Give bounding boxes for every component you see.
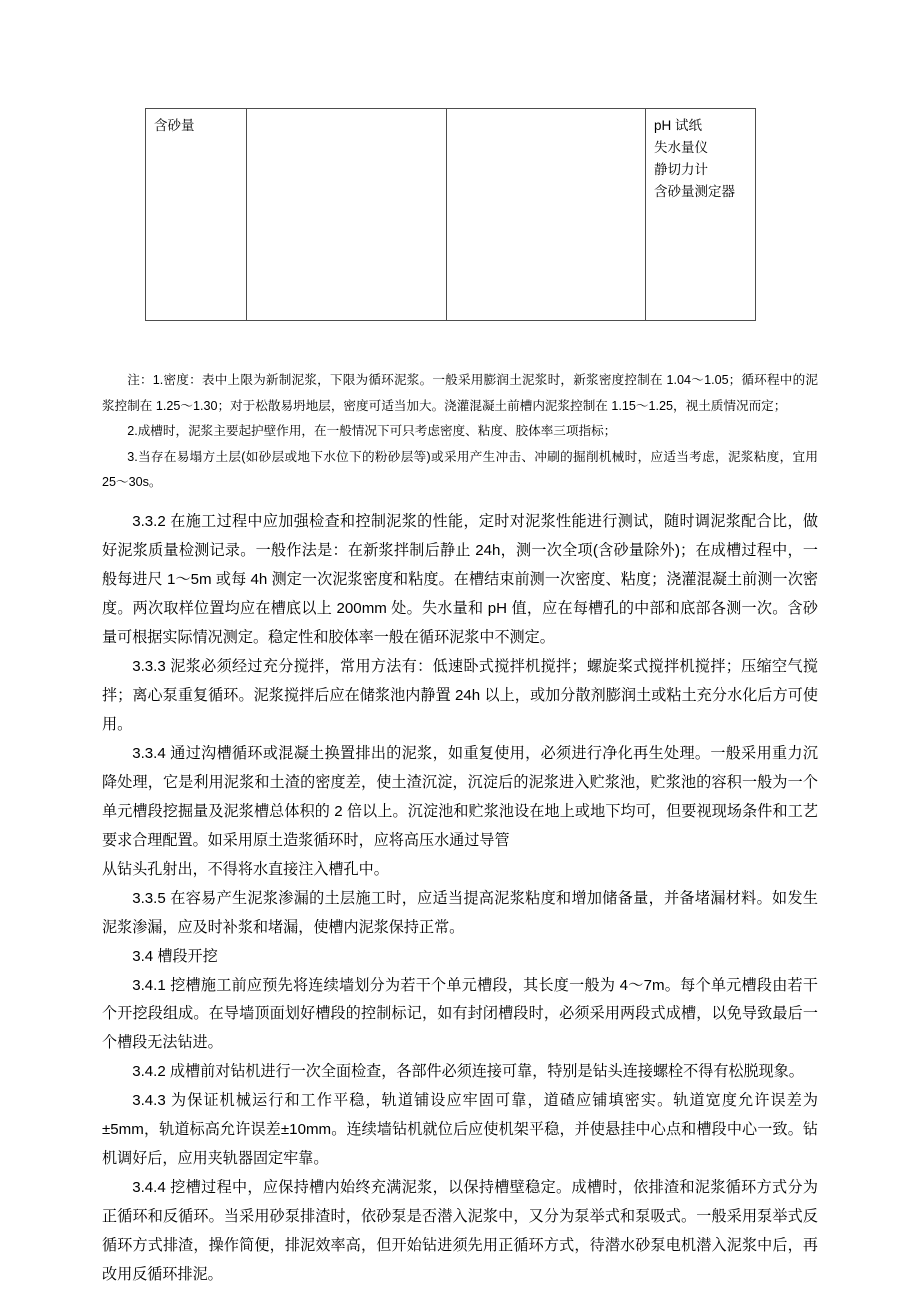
paragraph-3-4-4: 3.4.4 挖槽过程中，应保持槽内始终充满泥浆，以保持槽壁稳定。成槽时，依排渣和泥浆循环方式分为正循环和反循环。当采用砂泵排渣时，依砂泵是否潜入泥浆中，又分为泵举式和泵吸式。一般采用泵举式反循环方式排渣，操作简便，排泥效率高，但开始钻进须先用正循环方式，待潜水砂泵电机潜入泥浆中后，再改用反循环排泥。: [102, 1179, 818, 1284]
note-item-1: 注：1.密度：表中上限为新制泥浆，下限为循环泥浆。一般采用膨润土泥浆时，新浆密度控制在 1.04～1.05；循环程中的泥浆控制在 1.25～1.30；对于松散易坍地层，密度可适当加大。浇灌混凝土前槽内泥浆控制在 1.15～1.25，视土质情况而定；: [102, 373, 818, 413]
table-cell-index: [247, 109, 447, 321]
paragraph-3-3-4: 3.3.4 通过沟槽循环或混凝土换置排出的泥浆，如重复使用，必须进行净化再生处理。一般采用重力沉降处理，它是利用泥浆和土渣的密度差，使土渣沉淀，沉淀后的泥浆进入贮浆池，贮浆池的容积一般为一个单元槽段挖掘量及泥浆槽总体积的 2 倍以上。沉淀池和贮浆池设在地上或地下均可，但要视现场条件和工艺要求合理配置。如采用原土造浆循环时，应将高压水通过导管: [102, 744, 818, 849]
instrument-line-sand-content-tester: 含砂量测定器: [654, 183, 735, 199]
instrument-line-water-loss-meter: 失水量仪: [654, 139, 708, 155]
table-row: [146, 109, 756, 321]
paragraph-3-3-2: 3.3.2 在施工过程中应加强检查和控制泥浆的性能，定时对泥浆性能进行测试，随时调泥浆配合比，做好泥浆质量检测记录。一般作法是：在新浆拌制后静止 24h，测一次全项(含砂量除外)；在成槽过程中，一般每进尺 1～5m 或每 4h 测定一次泥浆密度和粘度。在槽结束前测一次密度、粘度；浇灌混凝土前测一次密度。两次取样位置均应在槽底以上 200mm 处。失水量和 pH 值，应在每槽孔的中部和底部各测一次。含砂量可根据实际情况测定。稳定性和胶体率一般在循环泥浆中不测定。: [102, 513, 818, 646]
instrument-list: [654, 115, 747, 202]
spec-table: [145, 108, 756, 321]
table-cell-instruments: [646, 109, 756, 321]
table-cell-method: [447, 109, 646, 321]
paragraph-3-4-2: 3.4.2 成槽前对钻机进行一次全面检查，各部件必须连接可靠，特别是钻头连接螺栓不得有松脱现象。: [132, 1063, 804, 1081]
spec-table-body: [146, 109, 756, 321]
table-cell-item: [146, 109, 247, 321]
spec-table-container: [145, 108, 755, 321]
note-item-2: 2.成槽时，泥浆主要起护壁作用，在一般情况下可只考虑密度、粘度、胶体率三项指标；: [127, 424, 617, 439]
body-content: [102, 508, 818, 1290]
table-cell-item-text: 含砂量: [154, 118, 195, 133]
table-notes: [102, 368, 818, 496]
paragraph-3-3-3: 3.3.3 泥浆必须经过充分搅拌，常用方法有：低速卧式搅拌机搅拌；螺旋桨式搅拌机搅拌；压缩空气搅拌；离心泵重复循环。泥浆搅拌后应在储浆池内静置 24h 以上，或加分散剂膨润土或粘土充分水化后方可使用。: [102, 657, 818, 733]
instrument-line-ph-paper: pH 试纸: [654, 118, 703, 133]
heading-3-4: 3.4 槽段开挖: [132, 947, 218, 965]
instrument-line-static-shear-meter: 静切力计: [654, 161, 708, 177]
note-item-3: 3.当存在易塌方土层(如砂层或地下水位下的粉砂层等)或采用产生冲击、冲刷的掘削机械时，应适当考虑，泥浆粘度，宜用 25～30s。: [102, 449, 818, 490]
paragraph-3-4-1: 3.4.1 挖槽施工前应预先将连续墙划分为若干个单元槽段，其长度一般为 4～7m。每个单元槽段由若干个开挖段组成。在导墙顶面划好槽段的控制标记，如有封闭槽段时，必须采用两段式成槽，以免导致最后一个槽段无法钻进。: [102, 976, 818, 1052]
paragraph-3-4-3: 3.4.3 为保证机械运行和工作平稳，轨道铺设应牢固可靠，道碴应铺填密实。轨道宽度允许误差为±5mm，轨道标高允许误差±10mm。连续墙钻机就位后应使机架平稳，并使悬挂中心点和槽段中心一致。钻机调好后，应用夹轨器固定牢靠。: [102, 1092, 818, 1168]
paragraph-3-3-4-continued: 从钻头孔射出，不得将水直接注入槽孔中。: [102, 860, 389, 878]
paragraph-3-3-5: 3.3.5 在容易产生泥浆渗漏的土层施工时，应适当提高泥浆粘度和增加储备量，并备堵漏材料。如发生泥浆渗漏，应及时补浆和堵漏，使槽内泥浆保持正常。: [102, 889, 818, 936]
